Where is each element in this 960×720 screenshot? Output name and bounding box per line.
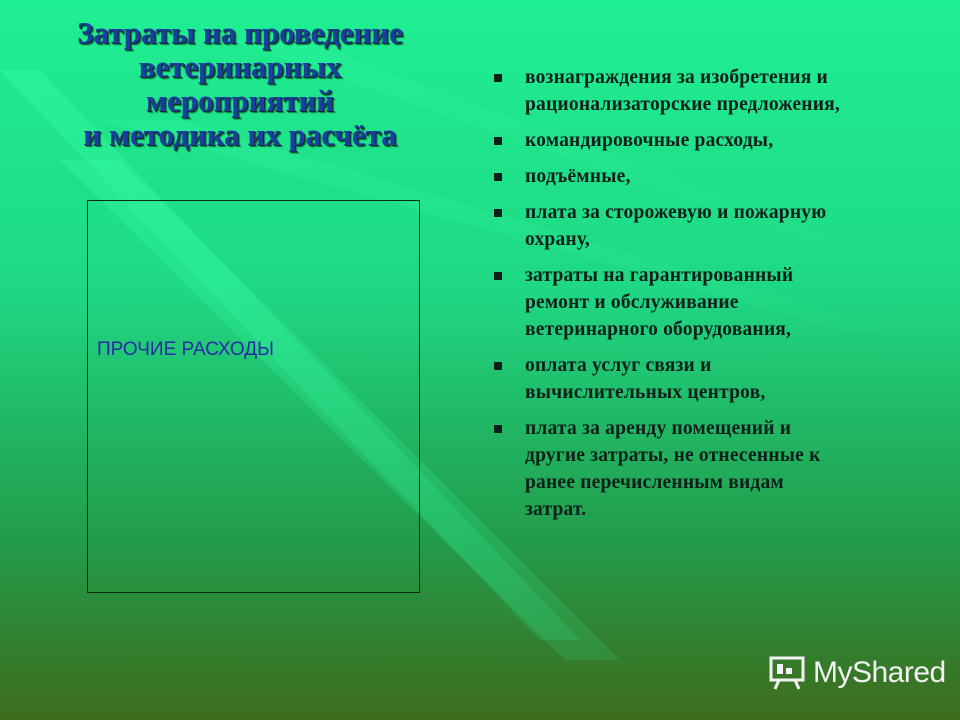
list-item (491, 262, 951, 343)
square-bullet-icon (494, 425, 502, 433)
presentation-board-icon (767, 655, 807, 691)
watermark-text: MyShared (813, 656, 946, 689)
category-label: ПРОЧИЕ РАСХОДЫ (97, 339, 274, 360)
title-line: ветеринарных (138, 49, 342, 84)
list-item-line: командировочные расходы, (525, 130, 774, 151)
list-item-line: другие затраты, не отнесенные к (525, 445, 821, 466)
list-item-line: вознаграждения за изобретения и (525, 67, 828, 88)
square-bullet-icon (494, 173, 502, 181)
list-item-line: оплата услуг связи и (525, 355, 712, 376)
square-bullet-icon (494, 272, 502, 280)
title-line: Затраты на проведение (77, 15, 403, 50)
list-item (491, 163, 951, 190)
title-line: мероприятий (145, 83, 335, 118)
list-item-line: плата за аренду помещений и (525, 418, 792, 439)
list-item-line: затраты на гарантированный (525, 265, 794, 286)
title-line: и методика их расчёта (83, 117, 397, 152)
list-item-line: ранее перечисленным видам (525, 472, 784, 493)
square-bullet-icon (494, 137, 502, 145)
list-item-line: плата за сторожевую и пожарную (525, 202, 827, 223)
list-item-line: охрану, (525, 229, 590, 250)
list-item (491, 199, 951, 253)
list-item-line: рационализаторские предложения, (525, 94, 840, 115)
list-item (491, 127, 951, 154)
square-bullet-icon (494, 362, 502, 370)
list-item-line: вычислительных центров, (525, 382, 766, 403)
bullet-list (491, 64, 951, 532)
list-item-line: подъёмные, (525, 166, 631, 187)
category-box (87, 200, 420, 593)
list-item-line: затрат. (525, 499, 587, 520)
square-bullet-icon (494, 209, 502, 217)
list-item (491, 415, 951, 523)
list-item-line: ремонт и обслуживание (525, 292, 739, 313)
watermark (767, 655, 946, 691)
list-item (491, 64, 951, 118)
square-bullet-icon (494, 74, 502, 82)
slide-title (30, 16, 450, 152)
list-item-line: ветеринарного оборудования, (525, 319, 792, 340)
list-item (491, 352, 951, 406)
